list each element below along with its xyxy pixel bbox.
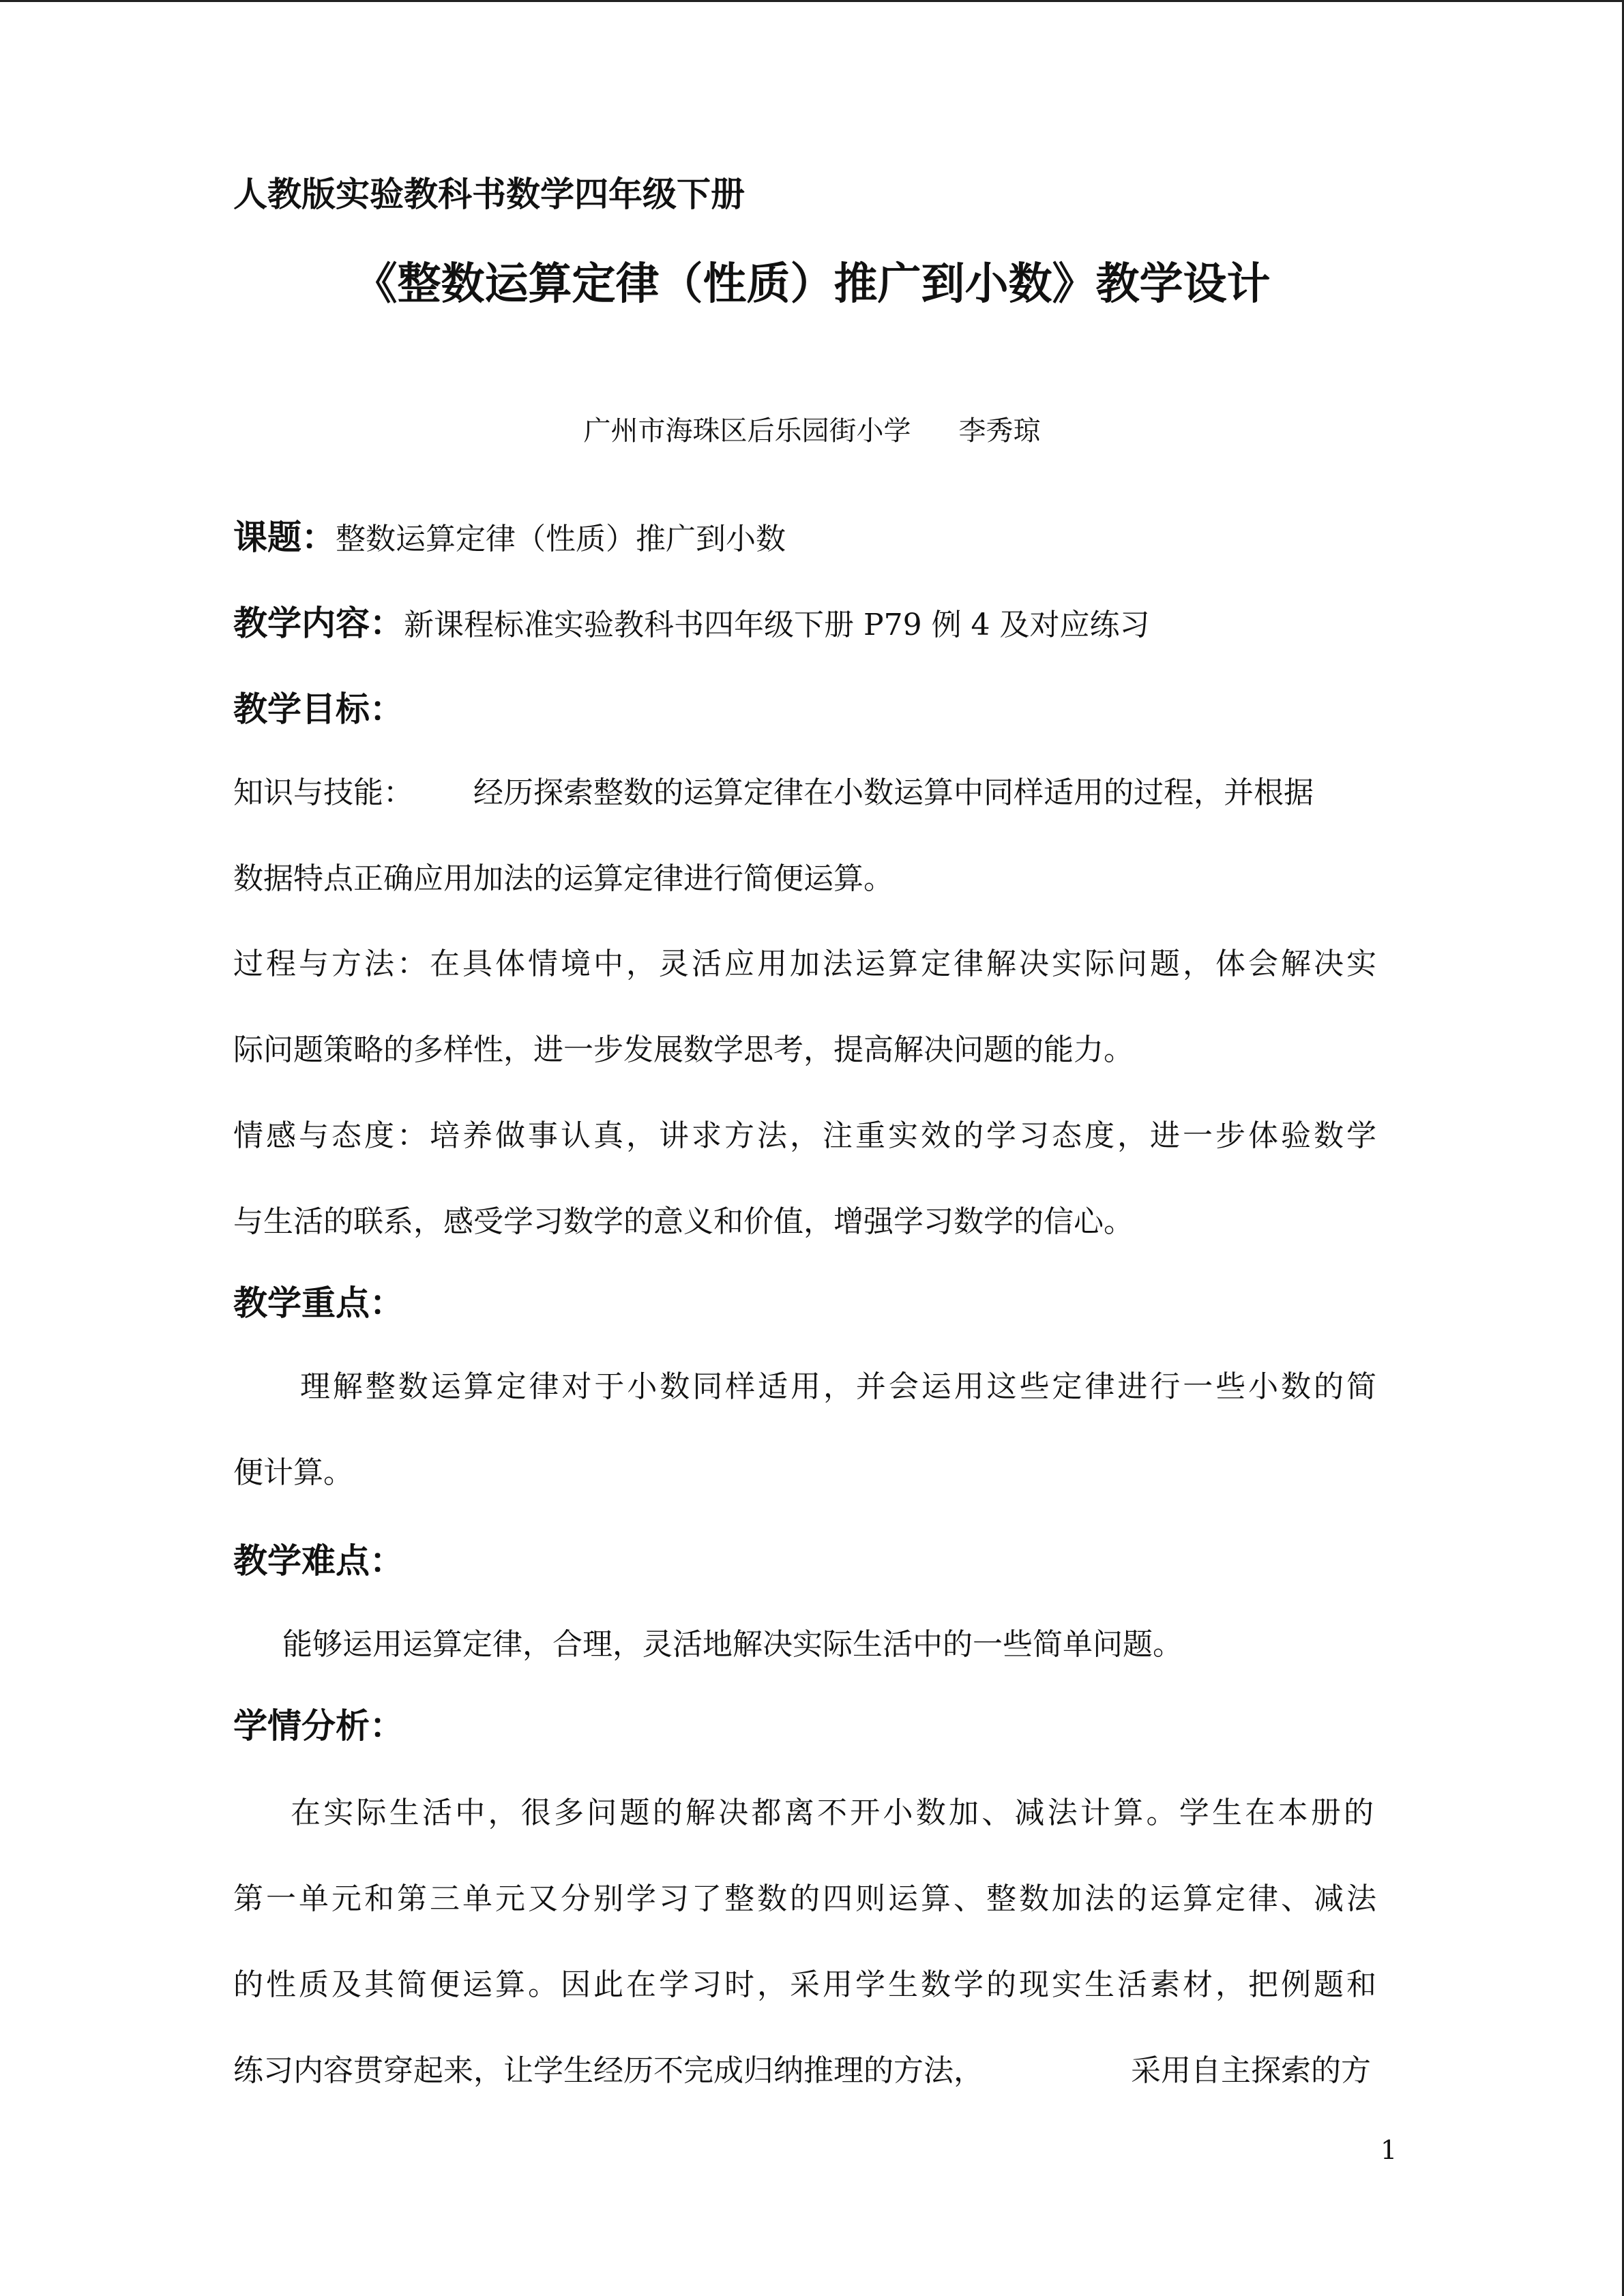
analysis-line3: 的性质及其简便运算。因此在学习时，采用学生数学的现实生活素材，把例题和 [233, 1967, 1376, 2002]
difficulties-line1: 能够运用运算定律，合理，灵活地解决实际生活中的一些简单问题。 [282, 1627, 1183, 1662]
author-line [0, 417, 1624, 445]
analysis-line4a: 练习内容贯穿起来，让学生经历不完成归纳推理的方法， [233, 2053, 984, 2088]
document-subtitle: 人教版实验教科书数学四年级下册 [233, 175, 745, 214]
objective-knowledge-line2: 数据特点正确应用加法的运算定律进行简便运算。 [233, 861, 894, 896]
analysis-line1: 在实际生活中，很多问题的解决都离不开小数加、减法计算。学生在本册的 [291, 1795, 1374, 1830]
analysis-line4b: 采用自主探索的方 [1131, 2053, 1371, 2088]
objective-attitude-line2: 与生活的联系，感受学习数学的意义和价值，增强学习数学的信心。 [233, 1204, 1134, 1239]
author-name: 李秀琼 [958, 415, 1041, 447]
objective-attitude-line1: 情感与态度：培养做事认真，讲求方法，注重实效的学习态度，进一步体验数学 [233, 1118, 1376, 1153]
document-title: 《整数运算定律（性质）推广到小数》教学设计 [353, 259, 1271, 310]
page-number: 1 [1381, 2135, 1398, 2165]
topic-label: 课题： [233, 518, 336, 557]
key-points-line1: 理解整数运算定律对于小数同样适用，并会运用这些定律进行一些小数的简 [300, 1369, 1376, 1404]
topic-row [233, 518, 786, 557]
objective-knowledge-text: 经历探索整数的运算定律在小数运算中同样适用的过程，并根据 [473, 775, 1314, 810]
content-label: 教学内容： [233, 603, 404, 643]
objective-knowledge-line1 [233, 775, 1393, 810]
content-row [233, 603, 1150, 643]
objectives-heading: 教学目标： [233, 689, 404, 729]
key-points-line2: 便计算。 [233, 1455, 353, 1490]
analysis-line2: 第一单元和第三单元又分别学习了整数的四则运算、整数加法的运算定律、减法 [233, 1881, 1376, 1916]
topic-value: 整数运算定律（性质）推广到小数 [336, 522, 786, 556]
difficulties-heading: 教学难点： [233, 1541, 404, 1581]
objective-process-line1: 过程与方法：在具体情境中，灵活应用加法运算定律解决实际问题，体会解决实 [233, 946, 1376, 981]
author-school: 广州市海珠区后乐园街小学 [583, 415, 911, 447]
page-top-border [0, 0, 1624, 2]
key-points-heading: 教学重点： [233, 1283, 404, 1323]
content-value: 新课程标准实验教科书四年级下册 P79 例 4 及对应练习 [404, 608, 1150, 642]
objective-knowledge-label: 知识与技能： [233, 775, 413, 810]
analysis-heading: 学情分析： [233, 1706, 404, 1746]
objective-process-line2: 际问题策略的多样性，进一步发展数学思考，提高解决问题的能力。 [233, 1032, 1134, 1067]
